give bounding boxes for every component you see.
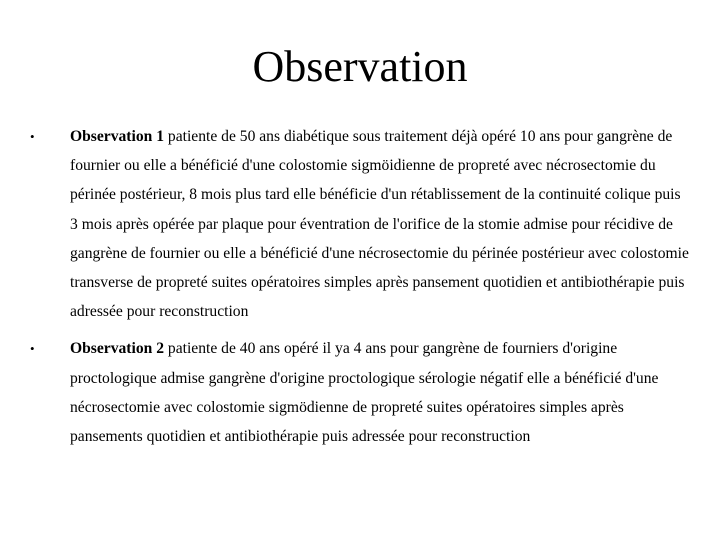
bullet-item-observation-1 [30, 122, 690, 326]
slide-title: Observation [252, 42, 468, 91]
bullet-list [30, 122, 690, 459]
bullet-icon: • [30, 341, 35, 357]
observation-text: patiente de 40 ans opéré il ya 4 ans pour gangrène de fourniers d'origine proctologique admise gangrène d'origine proctologique sérologie négatif elle a bénéficié d'une nécrosectomie avec colostomie sigmödienne de propreté suites opératoires simples après pansements quotidien et antibiothérapie puis adressée pour reconstruction [70, 340, 659, 446]
observation-label: Observation 1 [70, 128, 164, 145]
bullet-icon: • [30, 129, 35, 144]
observation-text: patiente de 50 ans diabétique sous traitement déjà opéré 10 ans pour gangrène de fournier ou elle a bénéficié d'une colostomie sigmöidienne de propreté avec nécrosectomie du périnée postérieur, 8 mois plus tard elle bénéficie d'un rétablissement de la continuité colique puis 3 mois après opérée par plaque pour éventration de l'orifice de la stomie admise pour récidive de gangrène de fournier ou elle a bénéficié d'une nécrosectomie du périnée postérieur avec colostomie transverse de propreté suites opératoires simples après pansement quotidien et antibiothérapie puis adressée pour reconstruction [70, 128, 689, 321]
bullet-item-observation-2 [30, 334, 690, 451]
observation-label: Observation 2 [70, 340, 164, 358]
